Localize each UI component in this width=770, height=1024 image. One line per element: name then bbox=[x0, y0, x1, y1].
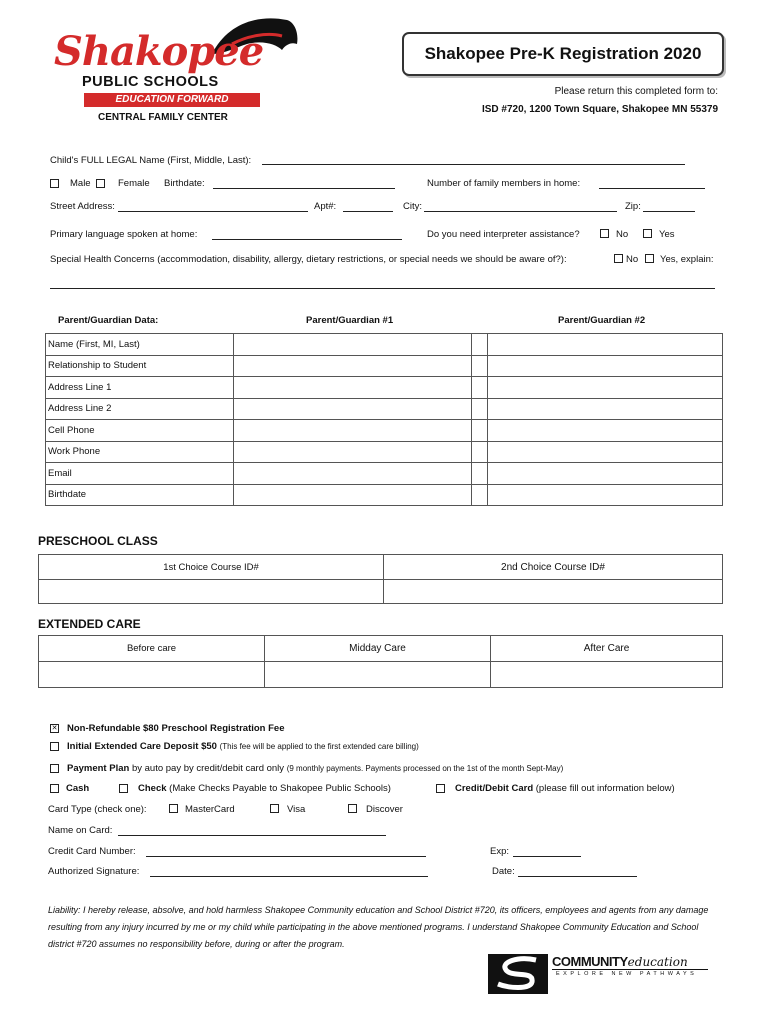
card-checkbox[interactable] bbox=[436, 784, 445, 793]
deposit-line bbox=[67, 741, 419, 752]
after-care-field[interactable] bbox=[491, 662, 723, 688]
table-row bbox=[46, 420, 723, 442]
health-no-label: No bbox=[626, 254, 639, 265]
community-brand bbox=[552, 954, 688, 969]
name-on-card-field[interactable] bbox=[118, 835, 386, 836]
language-field[interactable] bbox=[212, 239, 402, 240]
choice1-field[interactable] bbox=[39, 580, 384, 604]
apt-label: Apt#: bbox=[314, 201, 337, 212]
preschool-heading: PRESCHOOL CLASS bbox=[38, 534, 158, 548]
zip-label: Zip: bbox=[625, 201, 641, 212]
parent-spacer-cell bbox=[472, 398, 488, 420]
discover-label: Discover bbox=[366, 804, 403, 815]
table-row bbox=[46, 463, 723, 485]
parent-table-col1: Parent/Guardian Data: bbox=[58, 315, 159, 326]
deposit-checkbox[interactable] bbox=[50, 742, 59, 751]
signature-field[interactable] bbox=[150, 876, 428, 877]
parent-row-label: Address Line 2 bbox=[46, 398, 234, 420]
discover-checkbox[interactable] bbox=[348, 804, 357, 813]
logo-line2: PUBLIC SCHOOLS bbox=[82, 74, 219, 90]
check-line bbox=[138, 783, 391, 794]
interpreter-label: Do you need interpreter assistance? bbox=[427, 229, 580, 240]
parent-spacer-cell bbox=[472, 441, 488, 463]
cash-checkbox[interactable] bbox=[50, 784, 59, 793]
mastercard-checkbox[interactable] bbox=[169, 804, 178, 813]
fee-checkbox-checked[interactable]: ✕ bbox=[51, 725, 58, 732]
community-education-logo bbox=[488, 950, 710, 998]
parent2-field[interactable] bbox=[488, 484, 723, 506]
interpreter-no-checkbox[interactable] bbox=[600, 229, 609, 238]
parent-spacer-cell bbox=[472, 334, 488, 356]
parent1-field[interactable] bbox=[234, 355, 472, 377]
cash-label: Cash bbox=[66, 783, 90, 794]
parent-spacer-cell bbox=[472, 484, 488, 506]
parent2-field[interactable] bbox=[488, 441, 723, 463]
health-label: Special Health Concerns (accommodation, disability, allergy, dietary restrictions, or special needs we should be aware of?): bbox=[50, 254, 567, 265]
card-number-field[interactable] bbox=[146, 856, 426, 857]
parent2-field[interactable] bbox=[488, 334, 723, 356]
community-brand-italic: education bbox=[627, 955, 688, 969]
parent-table-col2: Parent/Guardian #1 bbox=[306, 315, 394, 326]
female-checkbox[interactable] bbox=[96, 179, 105, 188]
parent-row-label: Address Line 1 bbox=[46, 377, 234, 399]
interpreter-no-label: No bbox=[616, 229, 629, 240]
parent-spacer-cell bbox=[472, 420, 488, 442]
street-field[interactable] bbox=[118, 211, 308, 212]
check-label: Check bbox=[138, 783, 167, 794]
check-text: (Make Checks Payable to Shakopee Public Schools) bbox=[169, 783, 391, 794]
street-label: Street Address: bbox=[50, 201, 115, 212]
language-label: Primary language spoken at home: bbox=[50, 229, 198, 240]
table-row bbox=[46, 334, 723, 356]
return-text: Please return this completed form to: bbox=[554, 86, 718, 97]
date-field[interactable] bbox=[518, 876, 637, 877]
child-name-label: Child's FULL LEGAL Name (First, Middle, Last): bbox=[50, 155, 252, 166]
parent-spacer-cell bbox=[472, 463, 488, 485]
parent1-field[interactable] bbox=[234, 398, 472, 420]
male-label: Male bbox=[70, 178, 91, 189]
choice2-field[interactable] bbox=[384, 580, 723, 604]
card-number-label: Credit Card Number: bbox=[48, 846, 136, 857]
parent1-field[interactable] bbox=[234, 377, 472, 399]
midday-care-header: Midday Care bbox=[265, 636, 491, 662]
parent1-field[interactable] bbox=[234, 463, 472, 485]
parent-row-label: Name (First, MI, Last) bbox=[46, 334, 234, 356]
health-yes-label: Yes, explain: bbox=[660, 254, 714, 265]
form-title: Shakopee Pre-K Registration 2020 bbox=[402, 32, 724, 76]
male-checkbox[interactable] bbox=[50, 179, 59, 188]
card-line bbox=[455, 783, 675, 794]
birthdate-label: Birthdate: bbox=[164, 178, 205, 189]
visa-checkbox[interactable] bbox=[270, 804, 279, 813]
payment-plan-note: (9 monthly payments. Payments processed on the 1st of the month Sept-May) bbox=[286, 764, 564, 773]
exp-field[interactable] bbox=[513, 856, 581, 857]
parent1-field[interactable] bbox=[234, 334, 472, 356]
table-row bbox=[46, 441, 723, 463]
signature-label: Authorized Signature: bbox=[48, 866, 140, 877]
extended-heading: EXTENDED CARE bbox=[38, 617, 141, 631]
interpreter-yes-checkbox[interactable] bbox=[643, 229, 652, 238]
date-label: Date: bbox=[492, 866, 515, 877]
parent-row-label: Birthdate bbox=[46, 484, 234, 506]
check-checkbox[interactable] bbox=[119, 784, 128, 793]
community-s-icon bbox=[488, 950, 548, 996]
after-care-header: After Care bbox=[491, 636, 723, 662]
deposit-label: Initial Extended Care Deposit $50 bbox=[67, 741, 217, 752]
payment-plan-checkbox[interactable] bbox=[50, 764, 59, 773]
extended-care-table bbox=[38, 635, 723, 688]
midday-care-field[interactable] bbox=[265, 662, 491, 688]
mastercard-label: MasterCard bbox=[185, 804, 235, 815]
district-logo bbox=[52, 14, 302, 112]
health-explain-field[interactable] bbox=[50, 288, 715, 289]
parent2-field[interactable] bbox=[488, 377, 723, 399]
parent-spacer-cell bbox=[472, 355, 488, 377]
city-label: City: bbox=[403, 201, 422, 212]
visa-label: Visa bbox=[287, 804, 306, 815]
table-row bbox=[46, 377, 723, 399]
child-name-field[interactable] bbox=[262, 164, 685, 165]
family-members-field[interactable] bbox=[599, 188, 705, 189]
parent-row-label: Work Phone bbox=[46, 441, 234, 463]
before-care-header: Before care bbox=[39, 636, 265, 662]
zip-field[interactable] bbox=[643, 211, 695, 212]
parent-guardian-table bbox=[45, 333, 723, 506]
parent2-field[interactable] bbox=[488, 420, 723, 442]
name-on-card-label: Name on Card: bbox=[48, 825, 113, 836]
before-care-field[interactable] bbox=[39, 662, 265, 688]
logo-name: Shakopee bbox=[54, 28, 264, 75]
deposit-note: (This fee will be applied to the first extended care billing) bbox=[219, 742, 419, 751]
parent2-field[interactable] bbox=[488, 463, 723, 485]
table-row bbox=[46, 484, 723, 506]
liability-text: Liability: I hereby release, absolve, and hold harmless Shakopee Community education and School District #720, its officers, employees and agents from any damage resulting from any injury incurred by me or my child while participating in the above mentioned programs. I understand Shakopee Community Education and School district #720 assumes no responsibility before, during or after the program. bbox=[48, 905, 709, 949]
community-tagline: EXPLORE NEW PATHWAYS bbox=[556, 971, 698, 977]
parent-table-col3: Parent/Guardian #2 bbox=[558, 315, 646, 326]
card-type-label: Card Type (check one): bbox=[48, 804, 147, 815]
family-members-label: Number of family members in home: bbox=[427, 178, 581, 189]
table-row bbox=[46, 398, 723, 420]
parent2-field[interactable] bbox=[488, 398, 723, 420]
parent-row-label: Cell Phone bbox=[46, 420, 234, 442]
fee-label: Non-Refundable $80 Preschool Registration Fee bbox=[67, 723, 285, 734]
center-name: CENTRAL FAMILY CENTER bbox=[98, 112, 228, 123]
payment-plan-line bbox=[67, 763, 563, 774]
preschool-table bbox=[38, 554, 723, 604]
parent-row-label: Email bbox=[46, 463, 234, 485]
parent-spacer-cell bbox=[472, 377, 488, 399]
parent2-field[interactable] bbox=[488, 355, 723, 377]
table-row bbox=[46, 355, 723, 377]
city-field[interactable] bbox=[424, 211, 617, 212]
logo-tagline: EDUCATION FORWARD bbox=[84, 93, 260, 107]
interpreter-yes-label: Yes bbox=[659, 229, 675, 240]
parent1-field[interactable] bbox=[234, 441, 472, 463]
health-no-checkbox[interactable] bbox=[614, 254, 623, 263]
community-rule bbox=[552, 969, 708, 970]
female-label: Female bbox=[118, 178, 150, 189]
parent1-field[interactable] bbox=[234, 420, 472, 442]
return-address: ISD #720, 1200 Town Square, Shakopee MN 55379 bbox=[481, 104, 718, 115]
payment-plan-label: Payment Plan bbox=[67, 763, 130, 774]
community-brand-bold: COMMUNITY bbox=[552, 954, 628, 969]
parent1-field[interactable] bbox=[234, 484, 472, 506]
birthdate-field[interactable] bbox=[213, 188, 395, 189]
payment-plan-text: by auto pay by credit/debit card only bbox=[131, 763, 285, 774]
choice2-header: 2nd Choice Course ID# bbox=[384, 555, 723, 580]
apt-field[interactable] bbox=[343, 211, 393, 212]
card-label: Credit/Debit Card bbox=[455, 783, 534, 794]
card-text: (please fill out information below) bbox=[535, 783, 675, 794]
health-yes-checkbox[interactable] bbox=[645, 254, 654, 263]
parent-row-label: Relationship to Student bbox=[46, 355, 234, 377]
exp-label: Exp: bbox=[490, 846, 510, 857]
choice1-header: 1st Choice Course ID# bbox=[39, 555, 384, 580]
